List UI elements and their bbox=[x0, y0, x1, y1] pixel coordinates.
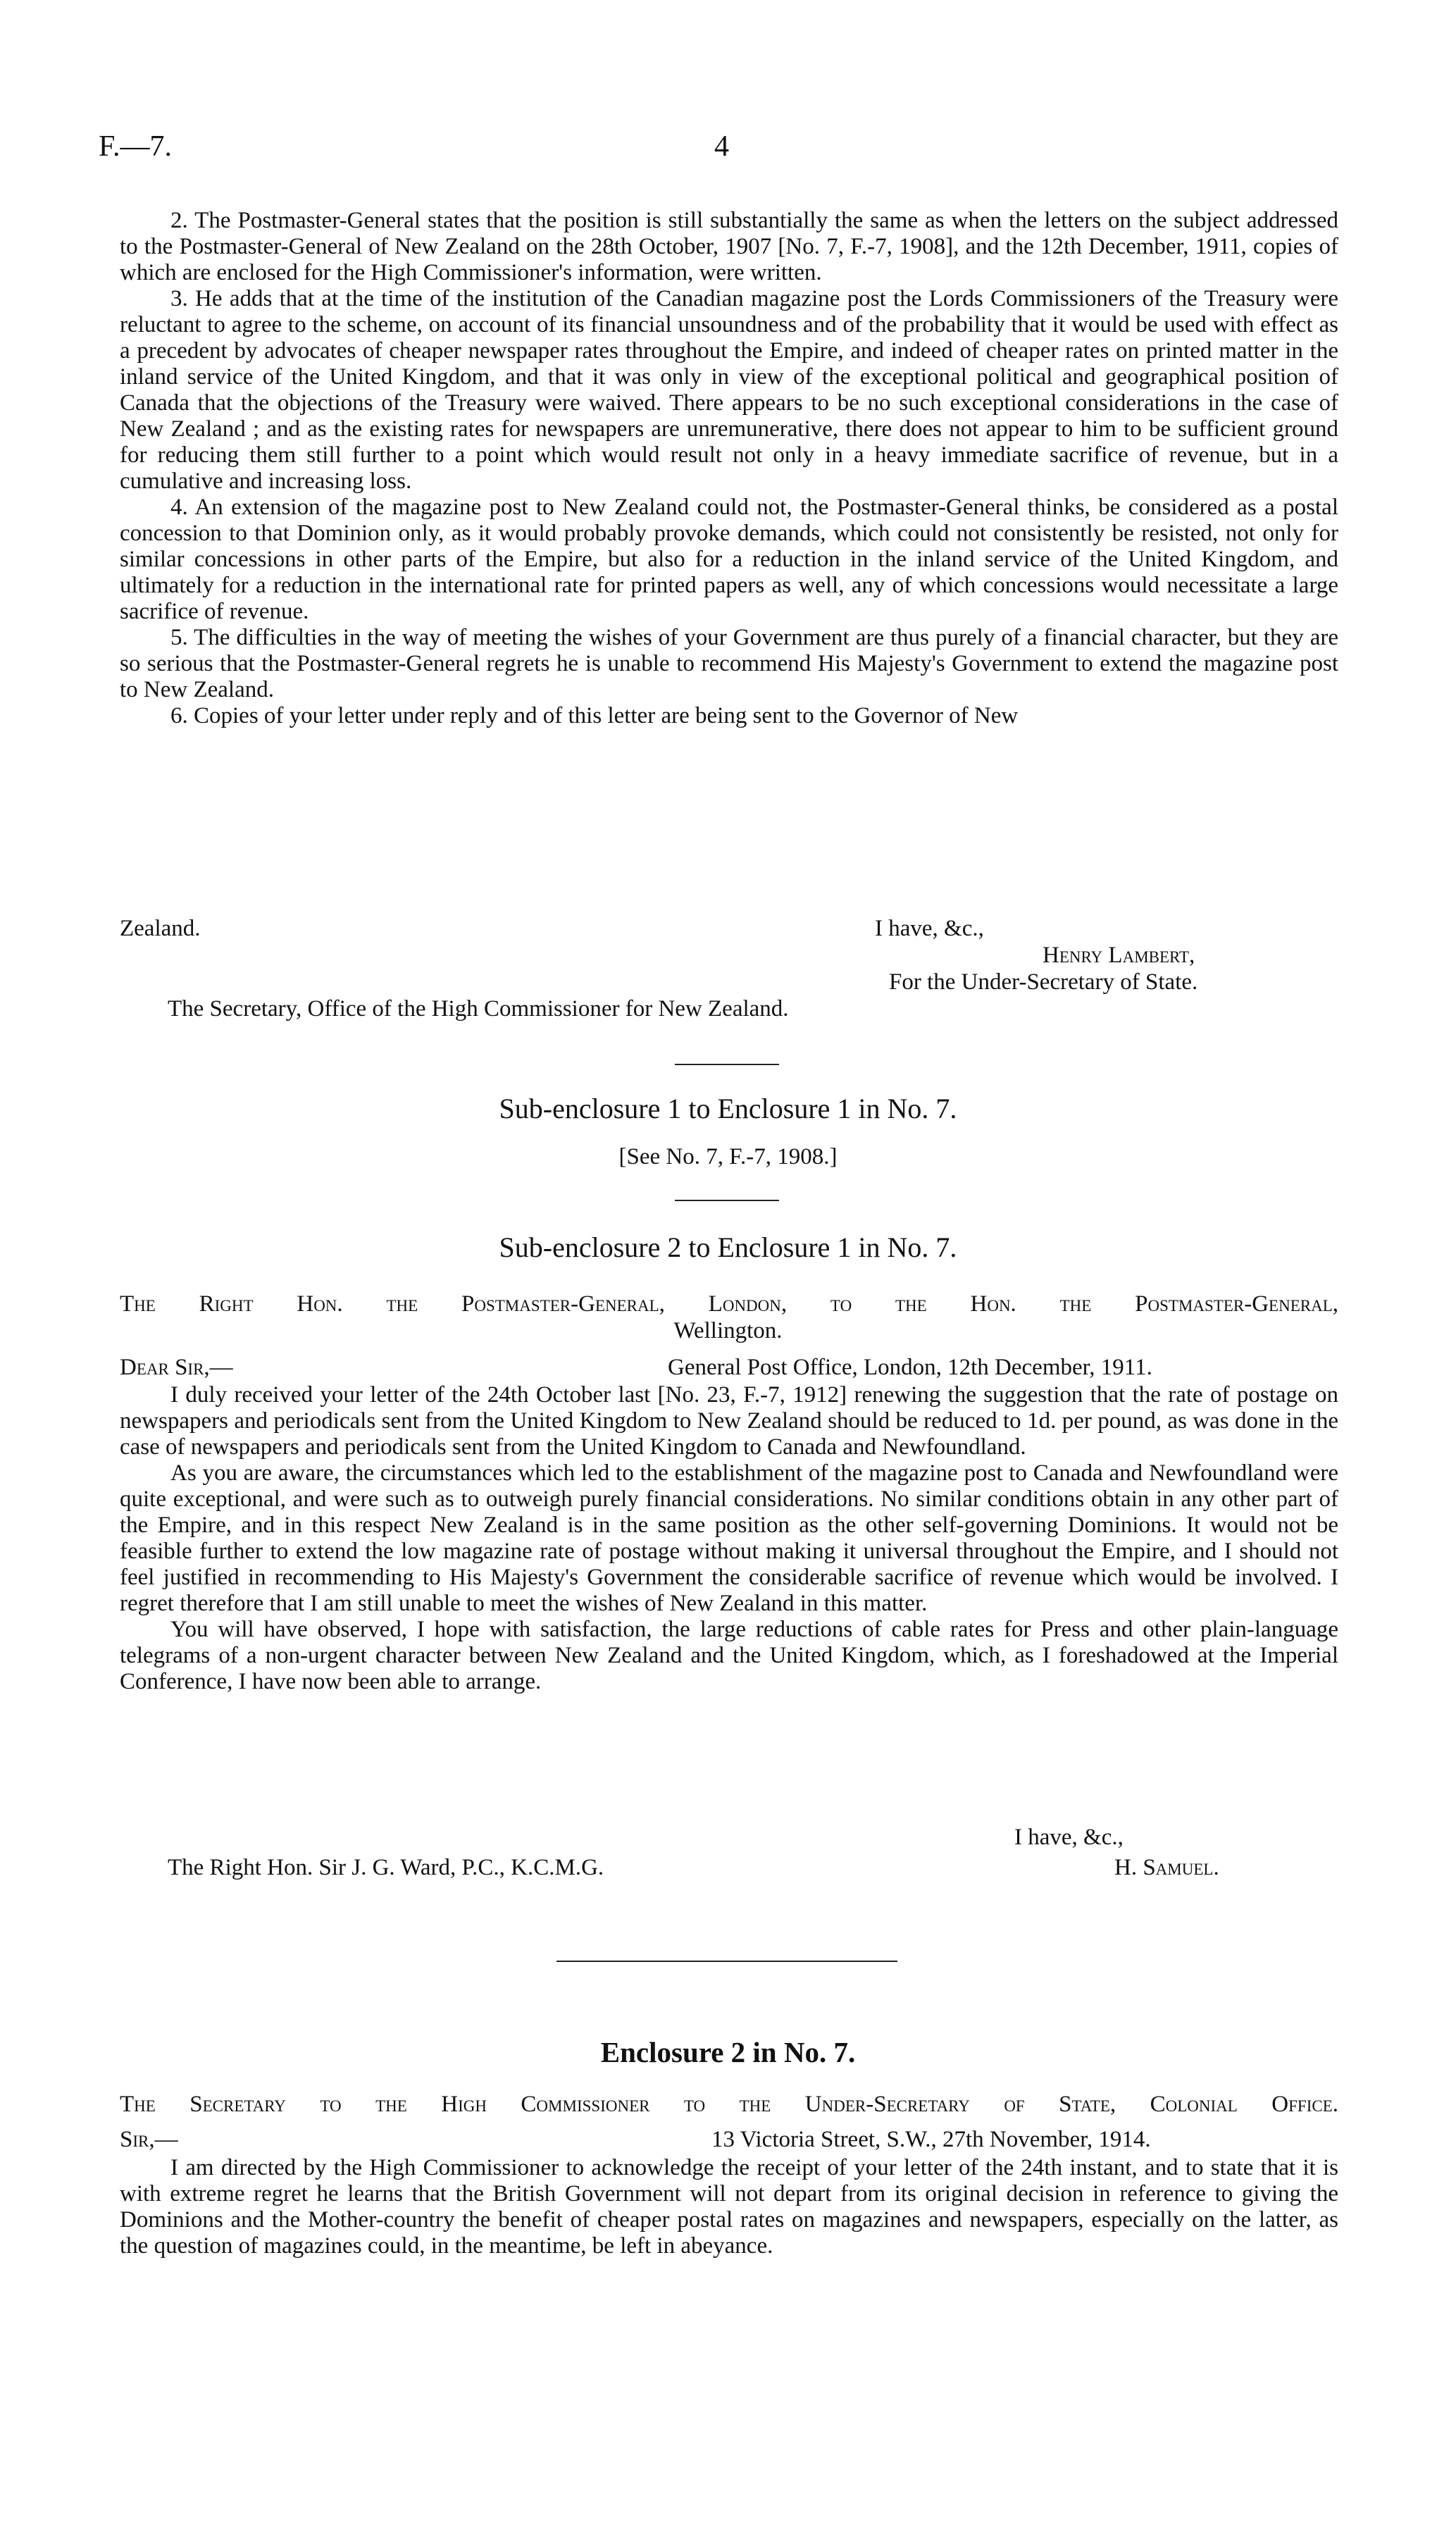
divider bbox=[556, 1961, 897, 1962]
section-heading: Sub-enclosure 2 to Enclosure 1 in No. 7. bbox=[499, 1231, 957, 1263]
closing: I have, &c., bbox=[875, 916, 984, 941]
document-reference: F.—7. bbox=[99, 130, 172, 163]
closing: I have, &c., bbox=[1014, 1825, 1124, 1850]
cross-reference-note: [See No. 7, F.-7, 1908.] bbox=[618, 1144, 838, 1169]
signatory: Henry Lambert, bbox=[1043, 943, 1195, 968]
paragraph: You will have observed, I hope with satisfaction, the large reductions of cable rates for Press and other plain-language telegrams of a non-urgent character between New Zealand and the United Kingdom, which, as I foreshadowed at the Imperial Conference, I have now been able to arrange. bbox=[120, 1617, 1338, 1694]
from-line-continuation: Wellington. bbox=[673, 1318, 783, 1343]
salutation: Sir,— bbox=[120, 2127, 178, 2152]
section-heading: Sub-enclosure 1 to Enclosure 1 in No. 7. bbox=[499, 1093, 957, 1124]
from-line: The Secretary to the High Commissioner to the Under-Secretary of State, Colonial Office. bbox=[120, 2092, 1338, 2117]
letter-body bbox=[120, 2155, 1338, 2259]
paragraph: 5. The difficulties in the way of meeting the wishes of your Government are thus purely of a financial character, but they are so serious that the Postmaster-General regrets he is unable to recommend His Majesty's Government to extend the magazine post to New Zealand. bbox=[120, 625, 1338, 702]
paragraph-end: Zealand. bbox=[120, 916, 201, 941]
paragraph: 4. An extension of the magazine post to New Zealand could not, the Postmaster-General thinks, be considered as a postal concession to that Dominion only, as it would probably provoke demands, which could not consistently be resisted, not only for similar concessions in other parts of the Empire, but also for a reduction in the inland service of the United Kingdom, and ultimately for a reduction in the international rate for printed papers as well, any of which concessions would necessitate a large sacrifice of revenue. bbox=[120, 495, 1338, 624]
paragraph: As you are aware, the circumstances which led to the establishment of the magazine post to Canada and Newfoundland were quite exceptional, and were such as to outweigh purely financial considerations. No similar conditions obtain in any other part of the Empire, and in this respect New Zealand is in the same position as the other self-governing Dominions. It would not be feasible further to extend the low magazine rate of postage without making it universal throughout the Empire, and I should not feel justified in recommending to His Majesty's Government the considerable sacrifice of revenue which would be involved. I regret therefore that I am still unable to meet the wishes of New Zealand in this matter. bbox=[120, 1460, 1338, 1616]
letter-body bbox=[120, 1382, 1338, 1695]
dateline: 13 Victoria Street, S.W., 27th November, 1914. bbox=[711, 2127, 1151, 2152]
signatory: H. Samuel. bbox=[1114, 1855, 1219, 1880]
addressee: The Right Hon. Sir J. G. Ward, P.C., K.C.M.G. bbox=[168, 1855, 604, 1880]
from-line: The Right Hon. the Postmaster-General, London, to the Hon. the Postmaster-General, bbox=[120, 1291, 1338, 1317]
salutation: Dear Sir,— bbox=[120, 1355, 233, 1380]
divider bbox=[675, 1200, 779, 1201]
page-number: 4 bbox=[714, 130, 729, 163]
paragraph: 6. Copies of your letter under reply and of this letter are being sent to the Governor of New bbox=[170, 703, 1019, 728]
letter-body bbox=[120, 208, 1338, 729]
addressee: The Secretary, Office of the High Commissioner for New Zealand. bbox=[168, 996, 789, 1021]
paragraph: I am directed by the High Commissioner to acknowledge the receipt of your letter of the 24th instant, and to state that it is with extreme regret he learns that the British Government will not depart from its original decision in reference to giving the Dominions and the Mother-country the benefit of cheaper postal rates on magazines and newspapers, especially on the latter, as the question of magazines could, in the meantime, be left in abeyance. bbox=[120, 2155, 1338, 2259]
dateline: General Post Office, London, 12th December, 1911. bbox=[668, 1355, 1152, 1380]
paragraph: 3. He adds that at the time of the institution of the Canadian magazine post the Lords Commissioners of the Treasury were reluctant to agree to the scheme, on account of its financial unsoundness and of the probability that it would be used with effect as a precedent by advocates of cheaper newspaper rates throughout the Empire, and indeed of cheaper rates on printed matter in the inland service of the United Kingdom, and that it was only in view of the exceptional political and geographical position of Canada that the objections of the Treasury were waived. There appears to be no such exceptional considerations in the case of New Zealand ; and as the existing rates for newspapers are unremunerative, there does not appear to him to be sufficient ground for reducing them still further to a point which would result not only in a heavy immediate sacrifice of revenue, but in a cumulative and increasing loss. bbox=[120, 286, 1338, 494]
paragraph: I duly received your letter of the 24th October last [No. 23, F.-7, 1912] renewing the suggestion that the rate of postage on newspapers and periodicals sent from the United Kingdom to New Zealand should be reduced to 1d. per pound, as was done in the case of newspapers and periodicals sent from the United Kingdom to Canada and Newfoundland. bbox=[120, 1382, 1338, 1460]
signatory-title: For the Under-Secretary of State. bbox=[889, 969, 1198, 995]
divider bbox=[675, 1064, 779, 1065]
section-heading: Enclosure 2 in No. 7. bbox=[600, 2036, 856, 2068]
paragraph: 2. The Postmaster-General states that the position is still substantially the same as when the letters on the subject addressed to the Postmaster-General of New Zealand on the 28th October, 1907 [No. 7, F.-7, 1908], and the 12th December, 1911, copies of which are enclosed for the High Commissioner's information, were written. bbox=[120, 208, 1338, 285]
